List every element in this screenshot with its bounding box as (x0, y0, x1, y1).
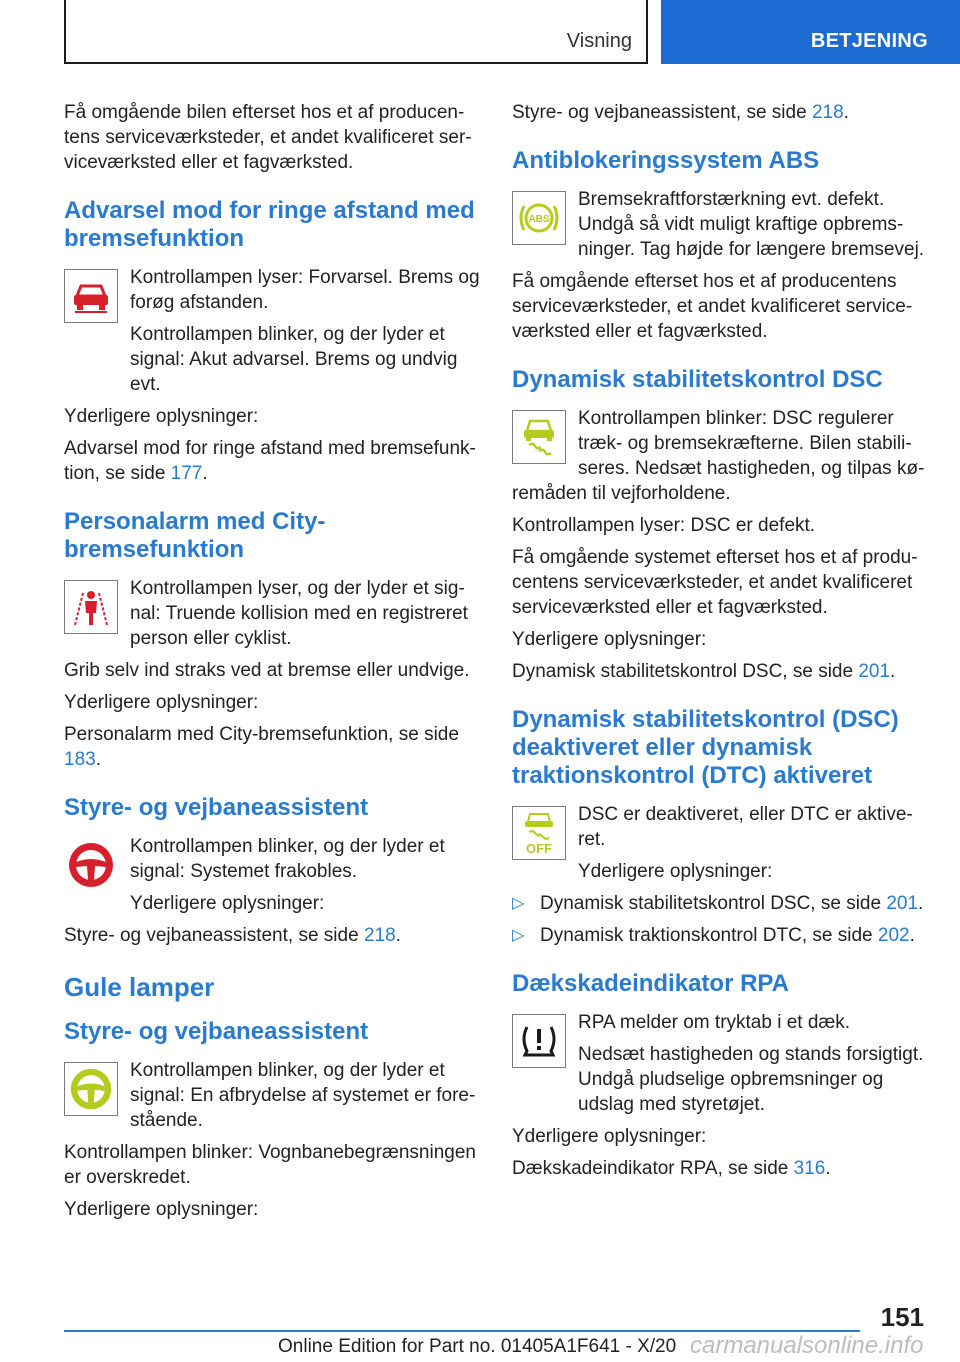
more-info: Yderligere oplysninger: (512, 1126, 707, 1147)
more-info: Yderligere oplysninger: (64, 1199, 259, 1220)
header-tab-label: BETJENING (810, 30, 928, 52)
section-title: Dækskadeindikator RPA (512, 970, 789, 997)
chapter-title: Gule lamper (64, 972, 215, 1002)
reference-text: Dækskadeindikator RPA, se side (512, 1158, 794, 1179)
section-steering-yellow (64, 1058, 482, 1140)
triangle-bullet-icon: ▷ (512, 895, 525, 912)
section-title: Dynamisk stabilitetskontrol DSC (512, 366, 883, 393)
triangle-bullet-icon: ▷ (512, 927, 525, 944)
reference: Dynamisk stabilitetskontrol DSC, se side 201. (512, 661, 896, 682)
list-item: ▷ Dynamisk traktionskontrol DTC, se side 202. (512, 925, 915, 946)
section-title: Advarsel mod for ringe afstand med bremsefunktion (64, 197, 475, 252)
page-link[interactable]: 218 (811, 102, 844, 123)
reference: Advarsel mod for ringe afstand med bremsefunktion, se side 177. (64, 438, 476, 484)
body-text: Kontrollampen lyser: Forvarsel. Brems og forøg afstanden. (130, 267, 480, 313)
header-section: Visning (566, 30, 632, 52)
page-link[interactable]: 202 (877, 925, 910, 946)
svg-text:OFF: OFF (526, 841, 552, 856)
more-info: Yderligere oplysninger: (64, 692, 259, 713)
body-text: Kontrollampen blinker: DSC regulerer træk- og bremsekræfterne. Bilen stabiliseres. Nedsæt hastigheden, og tilpas køremåden til vejforholdene. (512, 408, 925, 504)
page-link[interactable]: 316 (793, 1158, 826, 1179)
more-info: Yderligere oplysninger: (64, 406, 259, 427)
reference-text: Styre- og vejbaneassistent, se side (64, 925, 364, 946)
more-info: Yderligere oplysninger: (130, 893, 325, 914)
car-distance-warning-icon (64, 269, 118, 323)
dsc-off-icon (512, 806, 566, 860)
tire-pressure-icon (512, 1014, 566, 1068)
page-link[interactable]: 218 (363, 925, 396, 946)
section-dsc-off (512, 802, 932, 891)
left-column (64, 100, 482, 1229)
reference: Personalarm med City-bremsefunktion, se side 183. (64, 724, 459, 770)
reference: Styre- og vejbaneassistent, se side 218. (64, 925, 401, 946)
section-title: Antiblokeringssystem ABS (512, 147, 820, 174)
section-steering-red (64, 834, 482, 923)
list-item-text: Dynamisk traktionskontrol DTC, se side (540, 925, 878, 946)
body-text: Bremsekraftforstærkning evt. defekt. Undgå så vidt muligt kraftige opbremsninger. Tag højde for længere bremsevej. (578, 189, 925, 260)
header-tab[interactable] (661, 0, 960, 64)
page-link[interactable]: 177 (170, 463, 203, 484)
page-link[interactable]: 201 (858, 661, 891, 682)
body-text: Nedsæt hastigheden og stands forsigtigt. Undgå pludselige opbremsninger og udslag med styretøjet. (578, 1044, 924, 1115)
header-box (64, 0, 648, 64)
section-abs (512, 187, 932, 269)
section-title: Styre- og vejbaneassistent (64, 1018, 369, 1045)
pedestrian-warning-icon (64, 580, 118, 634)
reference-text: Styre- og vejbaneassistent, se side (512, 102, 812, 123)
section-title: Personalarm med City-bremsefunktion (64, 508, 326, 563)
reference-text: Personalarm med City-bremsefunktion, se side (64, 724, 459, 745)
body-text: DSC er deaktiveret, eller DTC er aktiveret. (578, 804, 913, 850)
more-info: Yderligere oplysninger: (512, 629, 707, 650)
more-info: Yderligere oplysninger: (578, 861, 773, 882)
page-number: 151 (880, 1302, 924, 1332)
body-text: Kontrollampen blinker, og der lyder et signal: En afbrydelse af systemet er forestående. (130, 1060, 476, 1131)
body-text: Kontrollampen lyser, og der lyder et signal: Truende kollision med en registreret person eller cyklist. (130, 578, 468, 649)
reference: Styre- og vejbaneassistent, se side 218. (512, 102, 849, 123)
body-text: RPA melder om tryktab i et dæk. (578, 1012, 851, 1033)
section-title: Styre- og vejbaneassistent (64, 794, 369, 821)
section-person-warning (64, 576, 482, 658)
section-dsc (512, 406, 932, 513)
section-distance-warning (64, 265, 482, 404)
footer-watermark: carmanualsonline.info (690, 1332, 924, 1359)
body-text: Grib selv ind straks ved at bremse eller undvige. (64, 660, 470, 681)
svg-text:ABS: ABS (528, 214, 550, 225)
right-column (512, 100, 932, 1188)
reference-text: Dynamisk stabilitetskontrol DSC, se side (512, 661, 859, 682)
list-item-text: Dynamisk stabilitetskontrol DSC, se side (540, 893, 887, 914)
footer-edition: Online Edition for Part no. 01405A1F641 - X/20 (278, 1336, 677, 1357)
body-text: Få omgående systemet efterset hos et af producentens serviceværksteder, et andet kvalificeret serviceværksted eller et fagværksted. (512, 547, 918, 618)
section-title: Dynamisk stabilitetskontrol (DSC) deaktiveret eller dynamisk traktionskontrol (DTC) aktiveret (512, 706, 899, 789)
reference-text: Advarsel mod for ringe afstand med bremsefunktion, se side (64, 438, 476, 484)
body-text: Kontrollampen blinker, og der lyder et signal: Akut advarsel. Brems og undvig evt. (130, 324, 458, 395)
dsc-icon (512, 410, 566, 464)
abs-icon (512, 191, 566, 245)
page-link[interactable]: 183 (64, 749, 96, 770)
body-text: Kontrollampen lyser: DSC er defekt. (512, 515, 816, 536)
list-item: ▷ Dynamisk stabilitetskontrol DSC, se side 201. (512, 893, 924, 914)
reference: Dækskadeindikator RPA, se side 316. (512, 1158, 831, 1179)
steering-wheel-yellow-icon (64, 1062, 118, 1116)
body-text: Kontrollampen blinker: Vognbanebegrænsningen er overskredet. (64, 1142, 476, 1188)
intro-text: Få omgående bilen efterset hos et af producentens serviceværksteder, et andet kvalificeret serviceværksted eller et fagværksted. (64, 102, 472, 173)
page-link[interactable]: 201 (886, 893, 919, 914)
section-rpa (512, 1010, 932, 1124)
body-text: Få omgående efterset hos et af producentens serviceværksteder, et andet kvalificeret serviceværksted eller et fagværksted. (512, 271, 913, 342)
steering-wheel-red-icon (64, 838, 118, 892)
body-text: Kontrollampen blinker, og der lyder et signal: Systemet frakobles. (130, 836, 445, 882)
